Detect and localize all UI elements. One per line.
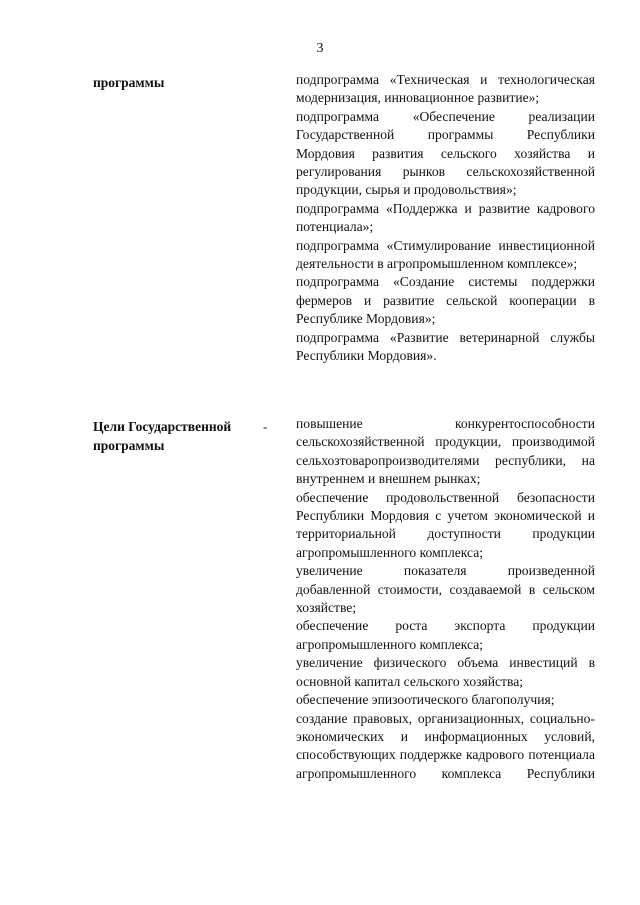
- goal-item: создание правовых, организационных, социально-экономических и информационных условий, способствующих поддержке кадрового потенциала агропромышленного комплекса Республики: [296, 710, 595, 781]
- goal-item: увеличение физического объема инвестиций в основной капитал сельского хозяйства;: [296, 655, 595, 689]
- goal-item: повышение конкурентоспособности сельскохозяйственной продукции, производимой сельхозтоваропроизводителями республики, на внутреннем и внешнем рынках;: [296, 416, 595, 487]
- goals-dash: -: [263, 419, 268, 434]
- subprogram-item: подпрограмма «Поддержка и развитие кадрового потенциала»;: [296, 200, 595, 235]
- subprogram-item: подпрограмма «Техническая и технологическая модернизация, инновационное развитие»;: [296, 72, 595, 106]
- subprogram-item: подпрограмма «Обеспечение реализации Государственной программы Республики Мордовия развития сельского хозяйства и регулирования рынков сельскохозяйственной продукции, сырья и продовольствия»;: [296, 108, 595, 198]
- subprograms-list: [296, 71, 595, 366]
- goals-label: Цели Государственной программы: [93, 419, 232, 453]
- goal-item: обеспечение продовольственной безопасности Республики Мордовия с учетом экономической и территориальной доступности продукции агропромышленного комплекса;: [296, 489, 595, 560]
- goal-item: увеличение показателя произведенной добавленной стоимости, создаваемой в сельском хозяйстве;: [296, 563, 595, 616]
- subprogram-item: подпрограмма «Создание системы поддержки фермеров и развитие сельской кооперации в Республике Мордовия»;: [296, 274, 595, 327]
- goal-item: обеспечение эпизоотического благополучия;: [296, 692, 555, 708]
- goal-item: обеспечение роста экспорта продукции агропромышленного комплекса;: [296, 618, 595, 652]
- subprogram-item: подпрограмма «Развитие ветеринарной службы Республики Мордовия».: [296, 329, 595, 364]
- subprogram-item: подпрограмма «Стимулирование инвестиционной деятельности в агропромышленном комплексе»;: [296, 237, 595, 272]
- goals-list: [296, 415, 595, 783]
- page-number: 3: [316, 41, 324, 56]
- section1-label: программы: [93, 75, 165, 90]
